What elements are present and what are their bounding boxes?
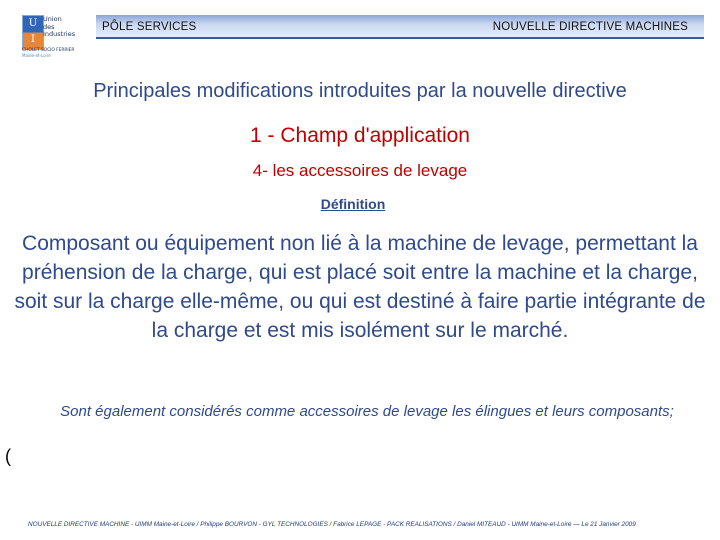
logo-subtext: CHOLET SOCIO FERRIER — [22, 48, 75, 53]
page-title: Principales modifications introduites par la nouvelle directive — [93, 80, 627, 102]
footer-text: NOUVELLE DIRECTIVE MACHINE - UIMM Maine-et-Loire / Philippe BOURVON - GYL TECHNOLOGIES / Fabrice LEPAGE - PACK REALISATIONS / Daniel MITEAUD - UIMM Maine-et-Loire — Le 21 Janvier 2009 — [28, 521, 636, 528]
section-heading: 1 - Champ d'application — [250, 124, 470, 147]
logo-mark — [22, 15, 44, 50]
logo-tinytext: Maine-et-Loire — [22, 53, 51, 58]
uimm-logo — [8, 14, 76, 64]
subsection-heading: 4- les accessoires de levage — [252, 161, 468, 180]
definition-heading: Définition — [320, 196, 386, 212]
logo-mark-bottom: I — [31, 34, 35, 45]
header-left-label: PÔLE SERVICES — [102, 21, 197, 33]
header-bar — [96, 15, 704, 39]
header-right-label: NOUVELLE DIRECTIVE MACHINES — [492, 21, 688, 33]
definition-text: Composant ou équipement non lié à la machine de levage, permettant la préhension de la charge, qui est placé soit entre la machine et la charge, soit sur la charge elle-même, ou qui est destiné à faire partie intégrante de la charge et est mis isolément sur le marché. — [14, 232, 706, 342]
logo-mark-top: U — [28, 18, 38, 29]
stray-mark: ( — [5, 446, 11, 466]
logo-text: Union des Industries — [43, 15, 76, 38]
note-text: Sont également considérés comme accessoires de levage les élingues et leurs composants; — [60, 403, 674, 420]
